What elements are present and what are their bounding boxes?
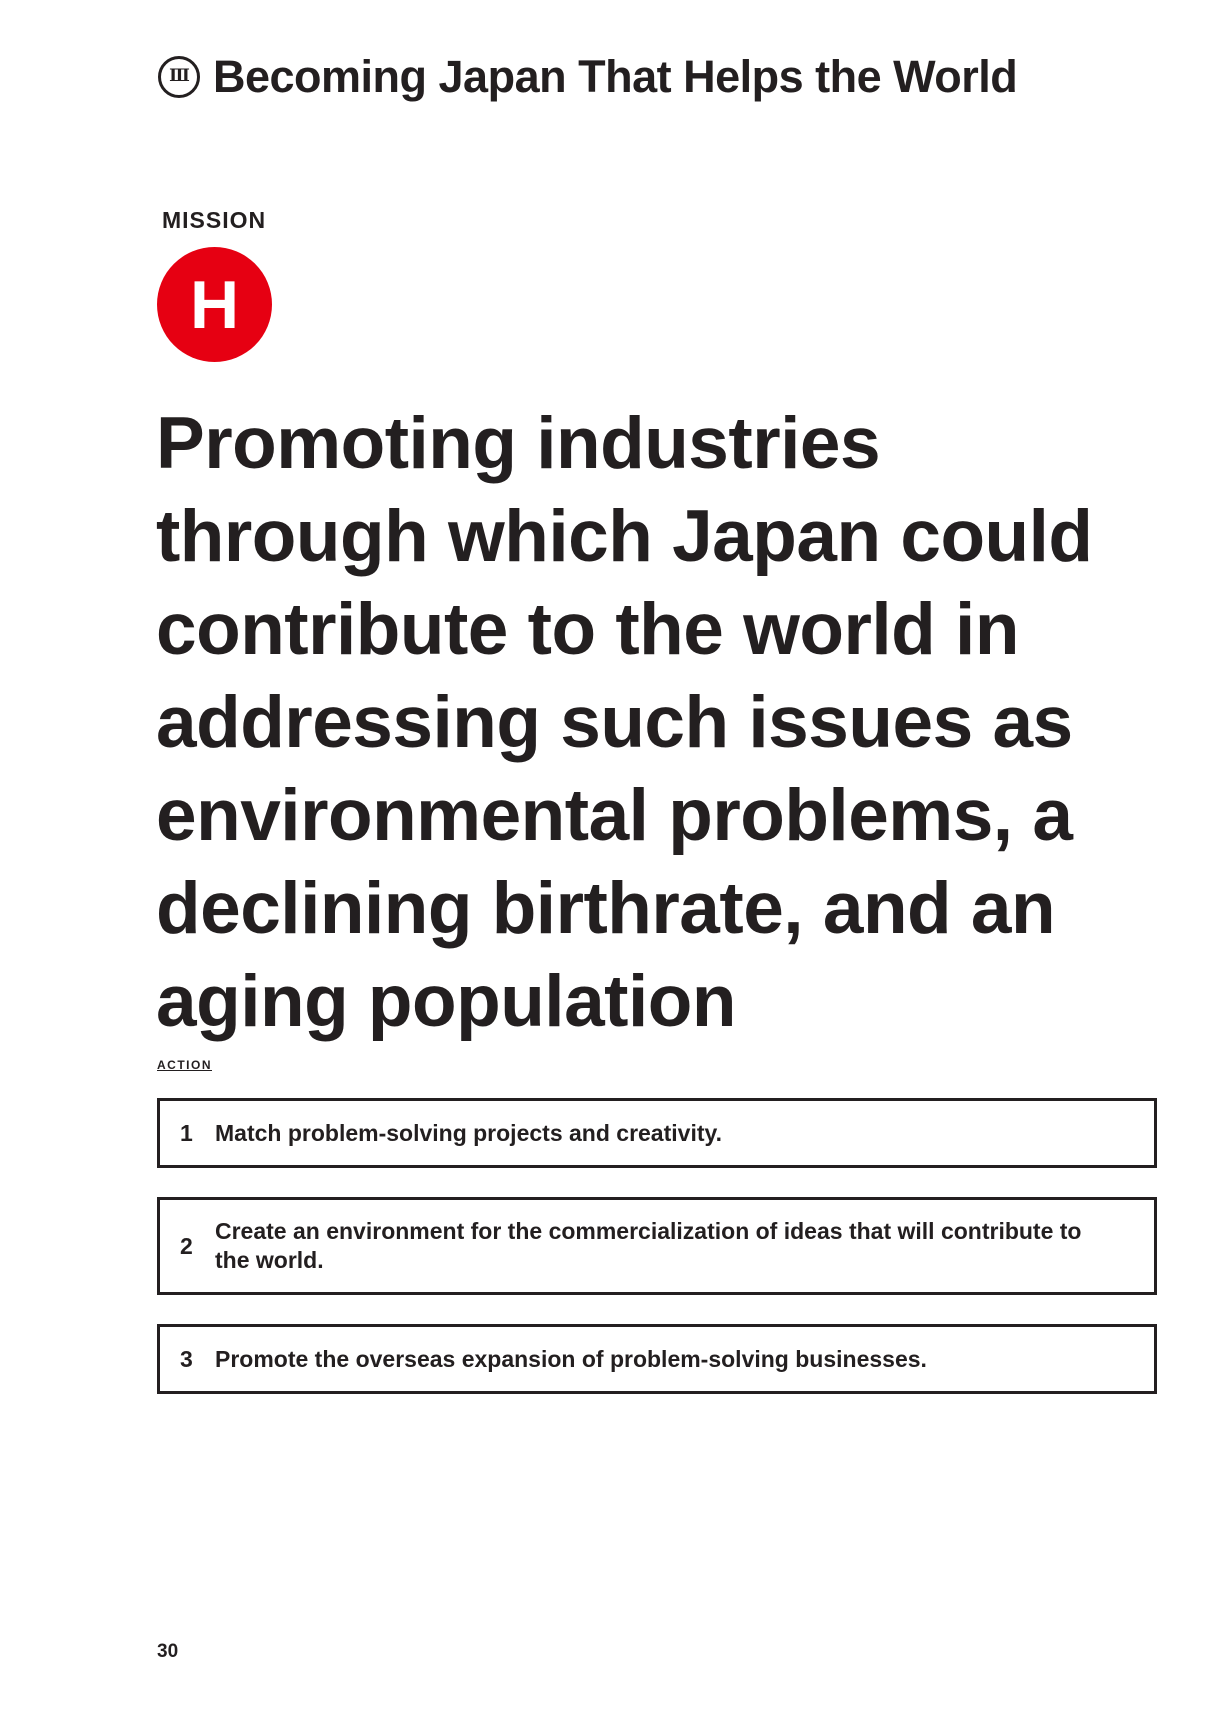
action-item (157, 1324, 1157, 1394)
action-label: ACTION (157, 1058, 212, 1072)
action-item-text: Promote the overseas expansion of problem-solving businesses. (215, 1345, 927, 1372)
section-numeral-badge: Ⅲ (158, 56, 200, 98)
action-item (157, 1197, 1157, 1295)
action-item-number: 2 (180, 1232, 193, 1259)
action-item-number: 1 (180, 1119, 193, 1146)
action-item-text: Create an environment for the commercialization of ideas that will contribute to the world. (215, 1218, 1082, 1273)
action-item-text: Match problem-solving projects and creativity. (215, 1119, 722, 1146)
section-header (158, 51, 1018, 102)
mission-headline: Promoting industries through which Japan could contribute to the world in addressing such issues as environmental problems, a declining birthrate, and an aging population (156, 403, 1093, 1042)
mission-label: MISSION (162, 207, 267, 233)
action-item-number: 3 (180, 1345, 193, 1372)
page-number: 30 (157, 1641, 179, 1662)
section-title: Becoming Japan That Helps the World (213, 51, 1018, 102)
action-item (157, 1098, 1157, 1168)
mission-letter-badge: H (157, 247, 272, 362)
